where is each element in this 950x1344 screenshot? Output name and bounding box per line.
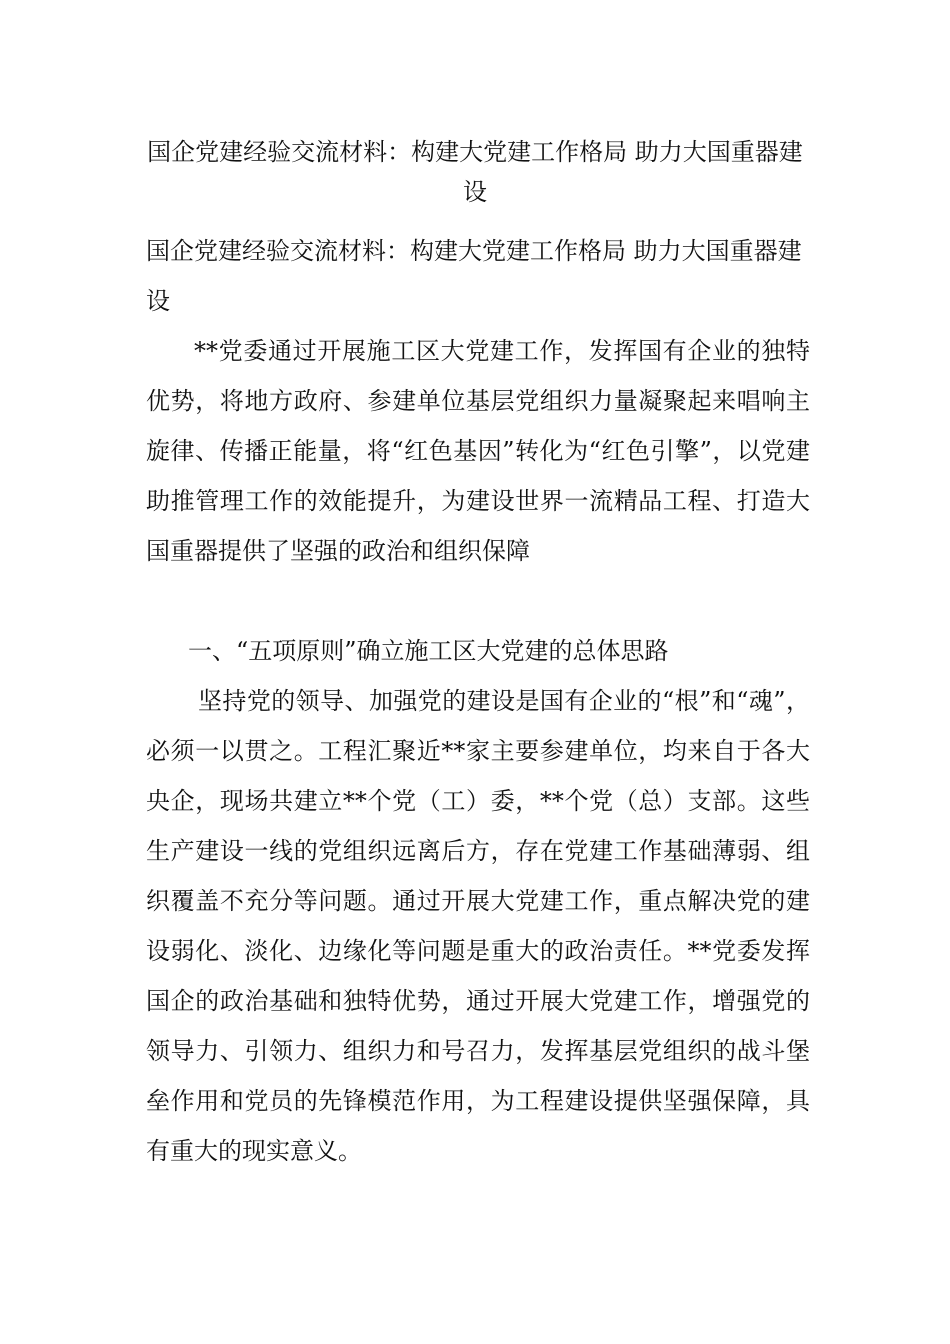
document-title: 国企党建经验交流材料：构建大党建工作格局 助力大国重器建设 [147,138,803,206]
section-heading: 一、“五项原则”确立施工区大党建的总体思路 [188,637,669,665]
document-title-repeat: 国企党建经验交流材料：构建大党建工作格局 助力大国重器建设 [146,237,802,315]
intro-paragraph: **党委通过开展施工区大党建工作，发挥国有企业的独特优势，将地方政府、参建单位基层党组织力量凝聚起来唱响主旋律、传播正能量，将“红色基因”转化为“红色引擎”，以党建助推管理工作的效能提升，为建设世界一流精品工程、打造大国重器提供了坚强的政治和组织保障 [146,337,810,565]
section-paragraph: 坚持党的领导、加强党的建设是国有企业的“根”和“魂”，必须一以贯之。工程汇聚近**家主要参建单位，均来自于各大央企，现场共建立**个党（工）委，**个党（总）支部。这些生产建设一线的党组织远离后方，存在党建工作基础薄弱、组织覆盖不充分等问题。通过开展大党建工作，重点解决党的建设弱化、淡化、边缘化等问题是重大的政治责任。**党委发挥国企的政治基础和独特优势，通过开展大党建工作，增强党的领导力、引领力、组织力和号召力，发挥基层党组织的战斗堡垒作用和党员的先锋模范作用，为工程建设提供坚强保障，具有重大的现实意义。 [146,687,810,1165]
